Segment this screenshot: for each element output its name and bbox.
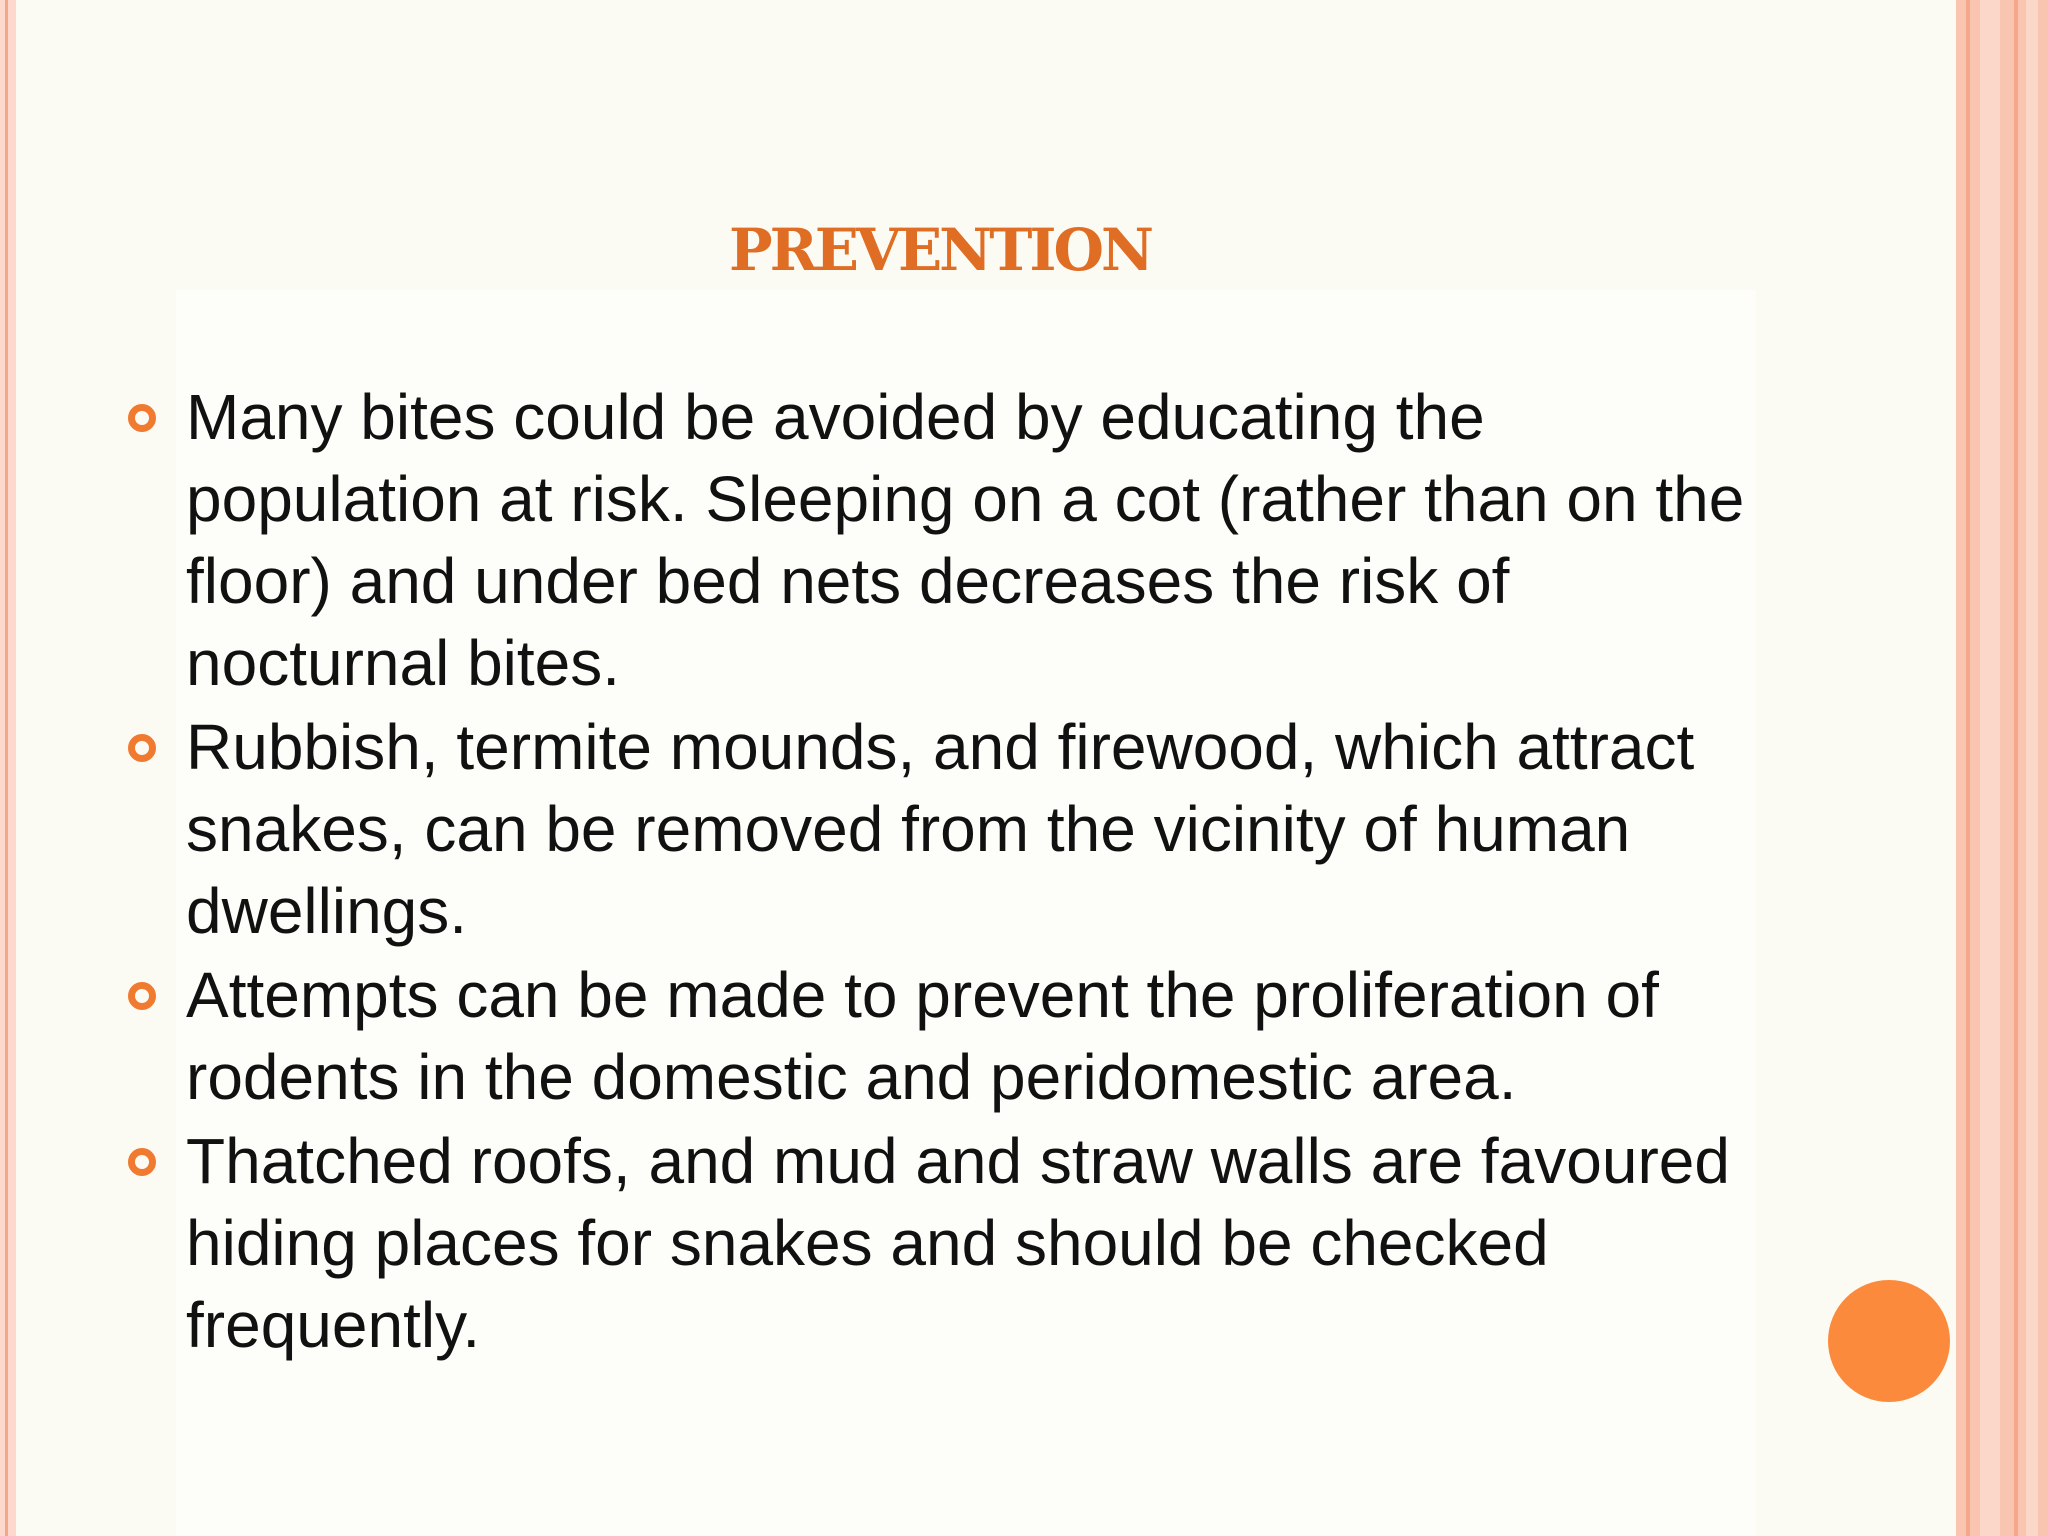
bullet-text: Attempts can be made to prevent the proliferation of rodents in the domestic and peridomestic area. bbox=[186, 959, 1659, 1113]
bullet-list bbox=[124, 376, 1764, 1368]
slide-title: PREVENTION bbox=[728, 216, 1152, 284]
decorative-orange-circle bbox=[1828, 1280, 1950, 1402]
ring-bullet-icon bbox=[128, 982, 156, 1010]
left-border-band bbox=[0, 0, 16, 1536]
bullet-item bbox=[124, 1120, 1764, 1366]
right-border-band-edge bbox=[2026, 0, 2038, 1536]
right-border-band-mid bbox=[1980, 0, 2000, 1536]
bullet-text: Many bites could be avoided by educating the population at risk. Sleeping on a cot (rather than on the floor) and under bed nets decreases the risk of nocturnal bites. bbox=[186, 381, 1745, 699]
right-border-line-outer bbox=[1966, 0, 1970, 1536]
bullet-item bbox=[124, 954, 1764, 1118]
ring-bullet-icon bbox=[128, 734, 156, 762]
bullet-item bbox=[124, 706, 1764, 952]
bullet-text: Rubbish, termite mounds, and firewood, which attract snakes, can be removed from the vicinity of human dwellings. bbox=[186, 711, 1695, 947]
ring-bullet-icon bbox=[128, 1148, 156, 1176]
right-border-line-inner bbox=[2014, 0, 2018, 1536]
bullet-item bbox=[124, 376, 1764, 704]
left-border-line bbox=[5, 0, 8, 1536]
ring-bullet-icon bbox=[128, 404, 156, 432]
bullet-text: Thatched roofs, and mud and straw walls are favoured hiding places for snakes and should be checked frequently. bbox=[186, 1125, 1730, 1361]
